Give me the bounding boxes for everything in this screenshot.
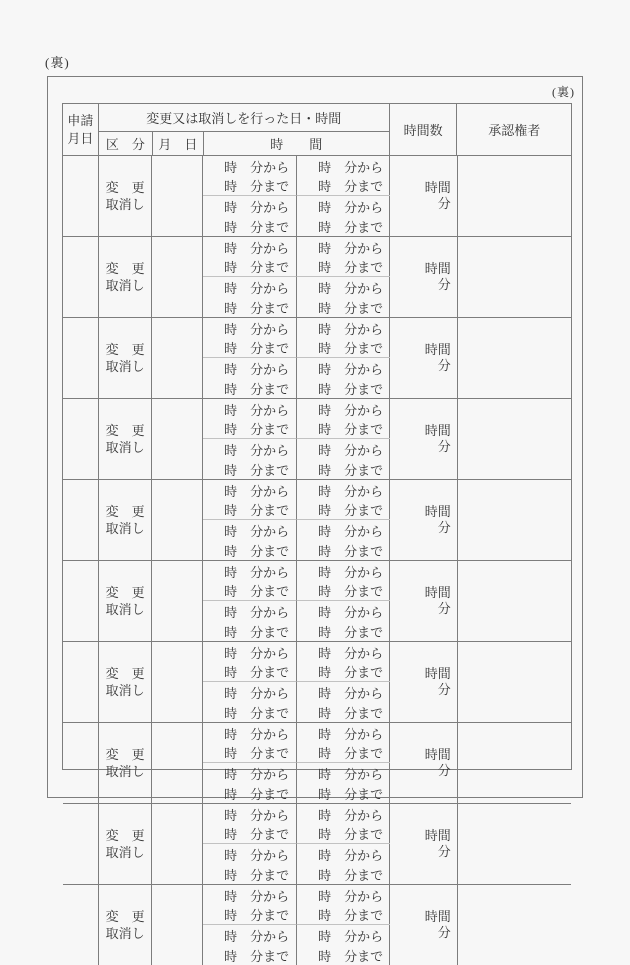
time-cell <box>203 237 390 317</box>
time-from-label: 時 分から <box>318 685 384 701</box>
time-to-label: 時 分まで <box>203 905 297 925</box>
time-to-label: 時 分まで <box>203 540 297 560</box>
approver-cell <box>458 642 571 722</box>
time-cell <box>203 804 390 884</box>
time-to-label: 時 分まで <box>203 257 297 277</box>
time-cell <box>203 318 390 398</box>
time-to-label: 時 分まで <box>203 378 297 398</box>
header-change-group-title: 変更又は取消しを行った日・時間 <box>99 104 389 132</box>
category-change-label: 変 更 <box>105 423 145 438</box>
category-cancel-label: 取消し <box>105 683 145 698</box>
category-cancel-label: 取消し <box>105 197 145 212</box>
time-from-label: 時 分から <box>203 804 297 824</box>
approver-cell <box>458 318 571 398</box>
header-application-date <box>63 104 99 155</box>
back-side-label-outer: (裏) <box>45 55 70 70</box>
time-from-label: 時 分から <box>203 439 297 459</box>
month-day-cell <box>152 723 203 803</box>
application-date-cell <box>63 399 99 479</box>
category-cell <box>99 885 153 965</box>
approver-cell <box>458 804 571 884</box>
category-change-label: 変 更 <box>105 828 145 843</box>
category-change-label: 変 更 <box>105 747 145 762</box>
category-change-label: 変 更 <box>105 180 145 195</box>
application-date-cell <box>63 237 99 317</box>
month-day-cell <box>152 156 203 236</box>
category-change-label: 変 更 <box>105 585 145 600</box>
hours-count-cell <box>390 561 458 641</box>
time-from-label: 時 分から <box>318 159 384 175</box>
time-from-label: 時 分から <box>318 564 384 580</box>
time-to-label: 時 分まで <box>318 867 384 883</box>
time-to-label: 時 分まで <box>318 543 384 559</box>
time-to-label: 時 分まで <box>297 500 390 520</box>
time-cell <box>203 480 390 560</box>
time-from-label: 時 分から <box>203 358 297 378</box>
category-cell <box>99 399 153 479</box>
time-to-label: 時 分まで <box>297 257 390 277</box>
application-date-cell <box>63 318 99 398</box>
minutes-unit-label: 分 <box>437 682 451 697</box>
change-cancel-record-table <box>62 103 572 964</box>
approver-cell <box>458 480 571 560</box>
minutes-unit-label: 分 <box>437 196 451 211</box>
hours-count-cell <box>390 156 458 236</box>
category-change-label: 変 更 <box>105 504 145 519</box>
time-cell <box>203 399 390 479</box>
time-to-label: 時 分まで <box>297 581 390 601</box>
hours-unit-label: 時間 <box>424 666 451 681</box>
page-border-frame <box>47 76 583 964</box>
time-from-label: 時 分から <box>203 561 297 581</box>
time-to-label: 時 分まで <box>203 459 297 479</box>
hours-count-cell <box>390 237 458 317</box>
header-category: 区 分 <box>99 132 153 155</box>
time-from-label: 時 分から <box>318 240 384 256</box>
time-from-label: 時 分から <box>203 399 297 419</box>
header-subrow <box>99 132 389 155</box>
time-from-label: 時 分から <box>318 321 384 337</box>
application-date-cell <box>63 561 99 641</box>
table-row <box>63 480 571 561</box>
application-date-cell <box>63 156 99 236</box>
category-change-label: 変 更 <box>105 909 145 924</box>
time-from-label: 時 分から <box>318 888 384 904</box>
time-cell <box>203 642 390 722</box>
category-cancel-label: 取消し <box>105 278 145 293</box>
hours-unit-label: 時間 <box>424 828 451 843</box>
time-to-label: 時 分まで <box>318 300 384 316</box>
hours-count-cell <box>390 885 458 965</box>
time-from-label: 時 分から <box>203 601 297 621</box>
header-application-date-line2: 月日 <box>67 130 94 146</box>
time-to-label: 時 分まで <box>297 905 390 925</box>
time-to-label: 時 分まで <box>318 705 384 721</box>
hours-unit-label: 時間 <box>424 747 451 762</box>
approver-cell <box>458 156 571 236</box>
minutes-unit-label: 分 <box>437 358 451 373</box>
category-cell <box>99 723 153 803</box>
time-from-label: 時 分から <box>318 361 384 377</box>
time-to-label: 時 分まで <box>318 462 384 478</box>
time-from-label: 時 分から <box>318 847 384 863</box>
time-to-label: 時 分まで <box>203 864 297 884</box>
table-row <box>63 723 571 804</box>
header-month-day: 月 日 <box>153 132 204 155</box>
time-from-label: 時 分から <box>318 807 384 823</box>
table-row <box>63 318 571 399</box>
back-side-label-inner: (裏) <box>552 85 575 99</box>
minutes-unit-label: 分 <box>437 844 451 859</box>
hours-unit-label: 時間 <box>424 342 451 357</box>
time-to-label: 時 分まで <box>297 662 390 682</box>
approver-cell <box>458 561 571 641</box>
category-change-label: 変 更 <box>105 261 145 276</box>
time-to-label: 時 分まで <box>203 945 297 965</box>
category-cell <box>99 318 153 398</box>
approver-cell <box>458 885 571 965</box>
time-to-label: 時 分まで <box>318 219 384 235</box>
category-cell <box>99 237 153 317</box>
hours-unit-label: 時間 <box>424 180 451 195</box>
month-day-cell <box>152 237 203 317</box>
time-from-label: 時 分から <box>318 604 384 620</box>
category-cancel-label: 取消し <box>105 521 145 536</box>
hours-count-cell <box>390 804 458 884</box>
time-to-label: 時 分まで <box>297 743 390 763</box>
application-date-cell <box>63 723 99 803</box>
time-from-label: 時 分から <box>318 402 384 418</box>
category-cell <box>99 561 153 641</box>
month-day-cell <box>152 480 203 560</box>
category-cell <box>99 642 153 722</box>
time-to-label: 時 分まで <box>203 176 297 196</box>
time-cell <box>203 561 390 641</box>
hours-unit-label: 時間 <box>424 423 451 438</box>
time-from-label: 時 分から <box>203 885 297 905</box>
time-from-label: 時 分から <box>318 928 384 944</box>
hours-count-cell <box>390 723 458 803</box>
hours-count-cell <box>390 318 458 398</box>
time-to-label: 時 分まで <box>203 702 297 722</box>
time-from-label: 時 分から <box>203 277 297 297</box>
minutes-unit-label: 分 <box>437 520 451 535</box>
time-to-label: 時 分まで <box>203 621 297 641</box>
category-cell <box>99 480 153 560</box>
table-body <box>63 156 571 965</box>
minutes-unit-label: 分 <box>437 601 451 616</box>
month-day-cell <box>152 399 203 479</box>
time-from-label: 時 分から <box>203 925 297 945</box>
application-date-cell <box>63 642 99 722</box>
application-date-cell <box>63 885 99 965</box>
time-to-label: 時 分まで <box>318 624 384 640</box>
time-from-label: 時 分から <box>318 442 384 458</box>
hours-count-cell <box>390 480 458 560</box>
table-row <box>63 561 571 642</box>
time-from-label: 時 分から <box>318 280 384 296</box>
hours-unit-label: 時間 <box>424 504 451 519</box>
time-from-label: 時 分から <box>318 726 384 742</box>
header-hours-count: 時間数 <box>390 104 458 155</box>
category-cell <box>99 156 153 236</box>
time-from-label: 時 分から <box>318 523 384 539</box>
time-cell <box>203 723 390 803</box>
time-to-label: 時 分まで <box>297 338 390 358</box>
time-from-label: 時 分から <box>203 480 297 500</box>
time-to-label: 時 分まで <box>203 824 297 844</box>
approver-cell <box>458 399 571 479</box>
time-from-label: 時 分から <box>318 766 384 782</box>
application-date-cell <box>63 804 99 884</box>
time-cell <box>203 156 390 236</box>
time-from-label: 時 分から <box>203 237 297 257</box>
minutes-unit-label: 分 <box>437 439 451 454</box>
category-cancel-label: 取消し <box>105 926 145 941</box>
approver-cell <box>458 723 571 803</box>
time-to-label: 時 分まで <box>203 662 297 682</box>
month-day-cell <box>152 642 203 722</box>
category-cancel-label: 取消し <box>105 359 145 374</box>
table-row <box>63 804 571 885</box>
time-to-label: 時 分まで <box>203 581 297 601</box>
table-row <box>63 642 571 723</box>
table-header <box>63 104 571 156</box>
time-from-label: 時 分から <box>203 520 297 540</box>
category-cancel-label: 取消し <box>105 764 145 779</box>
minutes-unit-label: 分 <box>437 277 451 292</box>
time-to-label: 時 分まで <box>297 176 390 196</box>
month-day-cell <box>152 318 203 398</box>
time-to-label: 時 分まで <box>318 381 384 397</box>
time-from-label: 時 分から <box>203 763 297 783</box>
time-to-label: 時 分まで <box>203 338 297 358</box>
minutes-unit-label: 分 <box>437 925 451 940</box>
header-approver: 承認権者 <box>488 123 541 138</box>
approver-cell <box>458 237 571 317</box>
header-time: 時 間 <box>270 137 323 152</box>
category-cell <box>99 804 153 884</box>
time-to-label: 時 分まで <box>318 786 384 802</box>
time-to-label: 時 分まで <box>203 500 297 520</box>
time-to-label: 時 分まで <box>203 743 297 763</box>
time-from-label: 時 分から <box>318 199 384 215</box>
category-change-label: 変 更 <box>105 666 145 681</box>
time-from-label: 時 分から <box>318 645 384 661</box>
application-date-cell <box>63 480 99 560</box>
time-from-label: 時 分から <box>203 844 297 864</box>
hours-unit-label: 時間 <box>424 585 451 600</box>
time-to-label: 時 分まで <box>203 297 297 317</box>
category-cancel-label: 取消し <box>105 602 145 617</box>
minutes-unit-label: 分 <box>437 763 451 778</box>
hours-count-cell <box>390 642 458 722</box>
hours-unit-label: 時間 <box>424 261 451 276</box>
month-day-cell <box>152 561 203 641</box>
time-to-label: 時 分まで <box>203 216 297 236</box>
time-from-label: 時 分から <box>203 682 297 702</box>
table-row <box>63 156 571 237</box>
time-from-label: 時 分から <box>203 642 297 662</box>
table-row <box>63 885 571 965</box>
category-cancel-label: 取消し <box>105 845 145 860</box>
time-from-label: 時 分から <box>203 196 297 216</box>
time-from-label: 時 分から <box>318 483 384 499</box>
time-from-label: 時 分から <box>203 723 297 743</box>
time-cell <box>203 885 390 965</box>
header-application-date-line1: 申請 <box>67 112 94 128</box>
hours-unit-label: 時間 <box>424 909 451 924</box>
time-to-label: 時 分まで <box>318 948 384 964</box>
header-change-group <box>99 104 390 155</box>
month-day-cell <box>152 885 203 965</box>
category-change-label: 変 更 <box>105 342 145 357</box>
time-to-label: 時 分まで <box>297 824 390 844</box>
hours-count-cell <box>390 399 458 479</box>
category-cancel-label: 取消し <box>105 440 145 455</box>
month-day-cell <box>152 804 203 884</box>
time-from-label: 時 分から <box>203 156 297 176</box>
time-to-label: 時 分まで <box>203 419 297 439</box>
time-to-label: 時 分まで <box>203 783 297 803</box>
table-row <box>63 399 571 480</box>
time-to-label: 時 分まで <box>297 419 390 439</box>
time-from-label: 時 分から <box>203 318 297 338</box>
table-row <box>63 237 571 318</box>
